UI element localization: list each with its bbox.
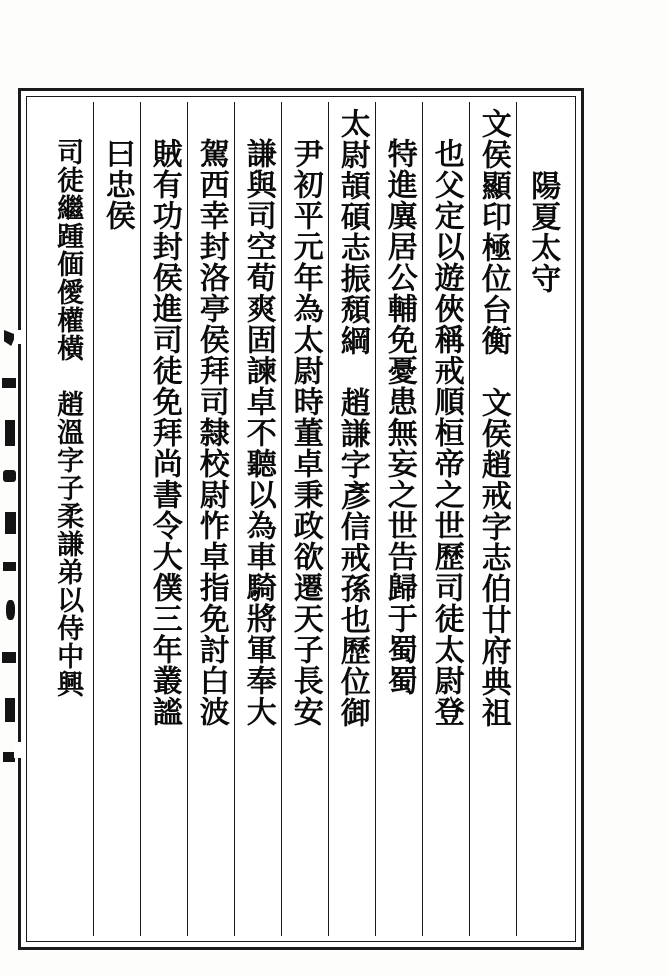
ink-mark (2, 652, 16, 663)
ink-mark (3, 562, 16, 571)
text-column-9 (140, 102, 187, 936)
text-column-1 (516, 102, 568, 936)
column-text: 太尉頡碩志振頹綱 趙謙字彥信戒孫也歷位御 (334, 108, 370, 728)
column-text: 曰忠侯 (99, 138, 135, 231)
column-text: 文侯顯印極位台衡 文侯趙戒字志伯廿府典祖 (475, 108, 511, 728)
border-gap-lower (14, 742, 24, 758)
ink-mark (5, 512, 16, 534)
text-column-10 (93, 102, 140, 936)
text-column-4 (375, 102, 422, 936)
text-block (28, 98, 574, 940)
column-text: 駕西幸封洛亭侯拜司隸校尉怍卓指免討白波 (193, 138, 229, 727)
column-text: 尹初平元年為太尉時董卓秉政欲遷天子長安 (287, 138, 323, 727)
ink-mark (5, 420, 15, 446)
border-gap-upper (14, 330, 24, 344)
text-column-11 (41, 102, 93, 936)
ink-blemishes-left-margin (0, 300, 22, 800)
ink-mark (2, 378, 16, 388)
text-column-6 (281, 102, 328, 936)
text-column-7 (234, 102, 281, 936)
column-text: 特進廙居公輔免憂患無妄之世告歸于蜀蜀 (381, 138, 417, 696)
ink-mark (5, 698, 15, 722)
column-text: 賊有功封侯進司徒免拜尚書令大僕三年叢謐 (146, 138, 182, 727)
ink-mark (3, 470, 16, 482)
column-text: 也父定以遊俠稱戒順桓帝之世歷司徒太尉登 (428, 138, 464, 727)
text-column-5 (328, 102, 375, 936)
text-column-8 (187, 102, 234, 936)
column-text: 陽夏太守 (525, 170, 561, 294)
column-text: 謙與司空荀爽固諫卓不聽以為車騎將軍奉大 (240, 138, 276, 727)
text-column-3 (422, 102, 469, 936)
text-column-2 (469, 102, 516, 936)
column-text: 司徒繼踵偭僾權橫 趙溫字子柔謙弟以侍中興 (52, 138, 84, 698)
ink-mark (6, 600, 15, 620)
